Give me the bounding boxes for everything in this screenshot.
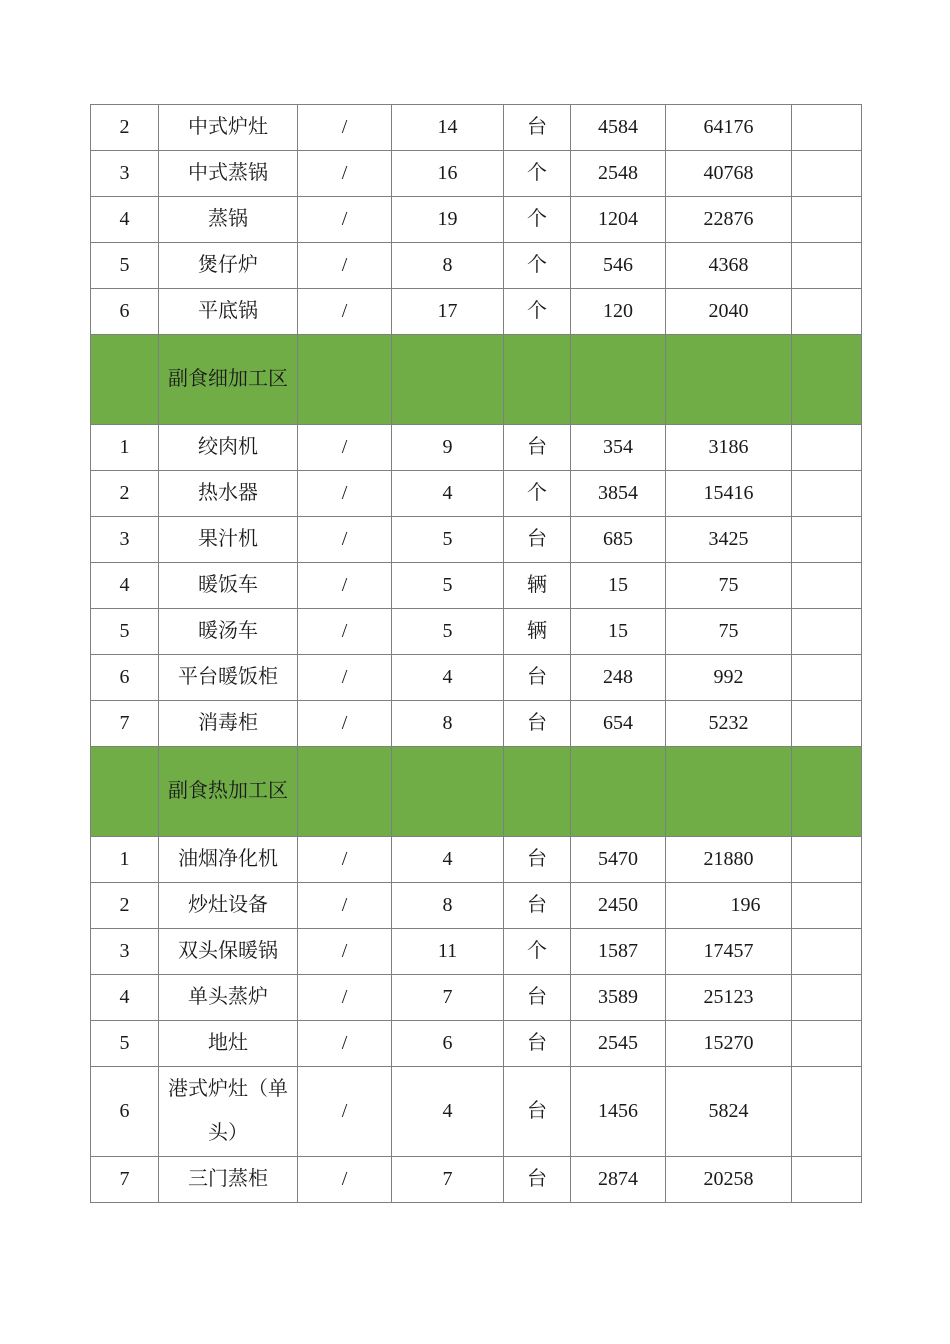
cell-unit: 个 bbox=[504, 197, 571, 243]
cell-item-name: 中式炉灶 bbox=[159, 105, 298, 151]
table-row bbox=[91, 975, 862, 1021]
cell-unit-price: 354 bbox=[571, 425, 666, 471]
section-header-row bbox=[91, 335, 862, 425]
cell-number: 2 bbox=[91, 105, 159, 151]
cell-quantity: 5 bbox=[392, 563, 504, 609]
section-title bbox=[159, 335, 298, 425]
cell-quantity: 8 bbox=[392, 883, 504, 929]
cell-item-name: 地灶 bbox=[159, 1021, 298, 1067]
cell-number: 4 bbox=[91, 975, 159, 1021]
section-title-text: 副食热加工区 bbox=[168, 780, 288, 802]
cell-number: 4 bbox=[91, 197, 159, 243]
cell-unit-price: 3854 bbox=[571, 471, 666, 517]
cell-spec: / bbox=[298, 243, 392, 289]
cell-number: 3 bbox=[91, 517, 159, 563]
section-empty-cell bbox=[571, 747, 666, 837]
cell-spec: / bbox=[298, 1067, 392, 1157]
cell-total: 5824 bbox=[666, 1067, 792, 1157]
cell-unit: 台 bbox=[504, 837, 571, 883]
cell-note bbox=[792, 655, 862, 701]
cell-total: 4368 bbox=[666, 243, 792, 289]
cell-unit: 个 bbox=[504, 151, 571, 197]
cell-note bbox=[792, 243, 862, 289]
table-row bbox=[91, 655, 862, 701]
cell-unit: 台 bbox=[504, 655, 571, 701]
cell-total: 21880 bbox=[666, 837, 792, 883]
table-body bbox=[91, 105, 862, 1203]
cell-item-name bbox=[159, 1067, 298, 1157]
cell-unit: 台 bbox=[504, 105, 571, 151]
section-empty-cell bbox=[298, 747, 392, 837]
cell-note bbox=[792, 197, 862, 243]
table-row bbox=[91, 609, 862, 655]
section-empty-cell bbox=[392, 747, 504, 837]
cell-unit-price: 1204 bbox=[571, 197, 666, 243]
cell-spec: / bbox=[298, 289, 392, 335]
cell-note bbox=[792, 609, 862, 655]
section-empty-cell bbox=[666, 747, 792, 837]
cell-item-name: 炒灶设备 bbox=[159, 883, 298, 929]
cell-unit: 台 bbox=[504, 701, 571, 747]
cell-total: 40768 bbox=[666, 151, 792, 197]
cell-number: 1 bbox=[91, 837, 159, 883]
cell-number: 7 bbox=[91, 1157, 159, 1203]
cell-quantity: 11 bbox=[392, 929, 504, 975]
cell-note bbox=[792, 517, 862, 563]
table-row bbox=[91, 425, 862, 471]
cell-note bbox=[792, 151, 862, 197]
cell-quantity: 19 bbox=[392, 197, 504, 243]
table-row bbox=[91, 1021, 862, 1067]
cell-total: 22876 bbox=[666, 197, 792, 243]
cell-spec: / bbox=[298, 1021, 392, 1067]
cell-quantity: 8 bbox=[392, 243, 504, 289]
cell-total: 2040 bbox=[666, 289, 792, 335]
cell-quantity: 14 bbox=[392, 105, 504, 151]
cell-unit-price: 15 bbox=[571, 563, 666, 609]
cell-item-name: 煲仔炉 bbox=[159, 243, 298, 289]
cell-unit-price: 2450 bbox=[571, 883, 666, 929]
section-empty-cell bbox=[571, 335, 666, 425]
cell-unit: 台 bbox=[504, 1157, 571, 1203]
cell-unit-price: 248 bbox=[571, 655, 666, 701]
cell-spec: / bbox=[298, 975, 392, 1021]
cell-spec: / bbox=[298, 563, 392, 609]
cell-note bbox=[792, 837, 862, 883]
cell-quantity: 5 bbox=[392, 517, 504, 563]
table-row bbox=[91, 243, 862, 289]
cell-unit: 个 bbox=[504, 243, 571, 289]
cell-item-name: 双头保暖锅 bbox=[159, 929, 298, 975]
cell-number: 5 bbox=[91, 609, 159, 655]
cell-quantity: 7 bbox=[392, 1157, 504, 1203]
cell-item-name: 消毒柜 bbox=[159, 701, 298, 747]
cell-quantity: 6 bbox=[392, 1021, 504, 1067]
cell-total: 20258 bbox=[666, 1157, 792, 1203]
cell-quantity: 4 bbox=[392, 655, 504, 701]
cell-unit-price: 1456 bbox=[571, 1067, 666, 1157]
cell-number: 3 bbox=[91, 151, 159, 197]
cell-item-name: 暖饭车 bbox=[159, 563, 298, 609]
cell-unit-price: 5470 bbox=[571, 837, 666, 883]
cell-quantity: 17 bbox=[392, 289, 504, 335]
cell-item-name: 蒸锅 bbox=[159, 197, 298, 243]
cell-unit: 个 bbox=[504, 929, 571, 975]
section-empty-cell bbox=[91, 747, 159, 837]
cell-spec: / bbox=[298, 197, 392, 243]
cell-total: 75 bbox=[666, 609, 792, 655]
cell-number: 6 bbox=[91, 1067, 159, 1157]
cell-unit-price: 2545 bbox=[571, 1021, 666, 1067]
cell-item-name: 油烟净化机 bbox=[159, 837, 298, 883]
cell-unit-price: 2548 bbox=[571, 151, 666, 197]
cell-unit-price: 546 bbox=[571, 243, 666, 289]
table-row bbox=[91, 1067, 862, 1157]
cell-spec: / bbox=[298, 929, 392, 975]
table-row bbox=[91, 289, 862, 335]
cell-item-name: 暖汤车 bbox=[159, 609, 298, 655]
cell-unit-price: 2874 bbox=[571, 1157, 666, 1203]
cell-quantity: 8 bbox=[392, 701, 504, 747]
cell-spec: / bbox=[298, 655, 392, 701]
cell-spec: / bbox=[298, 609, 392, 655]
cell-unit-price: 120 bbox=[571, 289, 666, 335]
cell-unit: 辆 bbox=[504, 609, 571, 655]
cell-total: 15270 bbox=[666, 1021, 792, 1067]
section-title-text: 副食细加工区 bbox=[168, 368, 288, 390]
cell-quantity: 4 bbox=[392, 1067, 504, 1157]
cell-total: 992 bbox=[666, 655, 792, 701]
cell-total: 3425 bbox=[666, 517, 792, 563]
cell-item-name: 热水器 bbox=[159, 471, 298, 517]
cell-note bbox=[792, 929, 862, 975]
cell-unit-price: 15 bbox=[571, 609, 666, 655]
table-row bbox=[91, 883, 862, 929]
cell-number: 2 bbox=[91, 471, 159, 517]
cell-unit: 台 bbox=[504, 425, 571, 471]
cell-number: 7 bbox=[91, 701, 159, 747]
cell-unit: 辆 bbox=[504, 563, 571, 609]
cell-number: 1 bbox=[91, 425, 159, 471]
cell-unit-price: 3589 bbox=[571, 975, 666, 1021]
cell-unit: 台 bbox=[504, 975, 571, 1021]
cell-quantity: 7 bbox=[392, 975, 504, 1021]
cell-quantity: 16 bbox=[392, 151, 504, 197]
cell-quantity: 4 bbox=[392, 837, 504, 883]
cell-number: 3 bbox=[91, 929, 159, 975]
cell-note bbox=[792, 471, 862, 517]
cell-total: 64176 bbox=[666, 105, 792, 151]
section-empty-cell bbox=[792, 747, 862, 837]
cell-item-name: 平台暖饭柜 bbox=[159, 655, 298, 701]
cell-item-name: 三门蒸柜 bbox=[159, 1157, 298, 1203]
cell-total: 75 bbox=[666, 563, 792, 609]
table-row bbox=[91, 701, 862, 747]
cell-unit: 台 bbox=[504, 1067, 571, 1157]
cell-number: 2 bbox=[91, 883, 159, 929]
section-empty-cell bbox=[392, 335, 504, 425]
section-empty-cell bbox=[298, 335, 392, 425]
cell-item-name: 果汁机 bbox=[159, 517, 298, 563]
equipment-table bbox=[90, 104, 862, 1203]
section-header-row bbox=[91, 747, 862, 837]
cell-note bbox=[792, 1067, 862, 1157]
table-row bbox=[91, 517, 862, 563]
cell-item-name: 中式蒸锅 bbox=[159, 151, 298, 197]
section-empty-cell bbox=[91, 335, 159, 425]
cell-spec: / bbox=[298, 883, 392, 929]
cell-unit: 台 bbox=[504, 883, 571, 929]
cell-note bbox=[792, 563, 862, 609]
section-empty-cell bbox=[504, 747, 571, 837]
cell-total: 25123 bbox=[666, 975, 792, 1021]
cell-unit: 个 bbox=[504, 289, 571, 335]
cell-note bbox=[792, 289, 862, 335]
cell-note bbox=[792, 105, 862, 151]
cell-total: 3186 bbox=[666, 425, 792, 471]
cell-spec: / bbox=[298, 1157, 392, 1203]
cell-unit-price: 654 bbox=[571, 701, 666, 747]
cell-unit: 台 bbox=[504, 517, 571, 563]
cell-number: 6 bbox=[91, 289, 159, 335]
table-row bbox=[91, 837, 862, 883]
cell-number: 5 bbox=[91, 1021, 159, 1067]
cell-number: 4 bbox=[91, 563, 159, 609]
cell-spec: / bbox=[298, 105, 392, 151]
cell-spec: / bbox=[298, 701, 392, 747]
cell-spec: / bbox=[298, 517, 392, 563]
cell-note bbox=[792, 701, 862, 747]
cell-unit: 台 bbox=[504, 1021, 571, 1067]
section-title bbox=[159, 747, 298, 837]
cell-total: 15416 bbox=[666, 471, 792, 517]
cell-spec: / bbox=[298, 151, 392, 197]
cell-quantity: 4 bbox=[392, 471, 504, 517]
cell-total: 17457 bbox=[666, 929, 792, 975]
cell-item-name: 绞肉机 bbox=[159, 425, 298, 471]
cell-item-name: 平底锅 bbox=[159, 289, 298, 335]
cell-unit-price: 1587 bbox=[571, 929, 666, 975]
cell-number: 5 bbox=[91, 243, 159, 289]
cell-item-name: 单头蒸炉 bbox=[159, 975, 298, 1021]
cell-number: 6 bbox=[91, 655, 159, 701]
cell-unit-price: 4584 bbox=[571, 105, 666, 151]
cell-note bbox=[792, 1157, 862, 1203]
section-empty-cell bbox=[792, 335, 862, 425]
cell-total: 196 bbox=[666, 883, 792, 929]
cell-quantity: 5 bbox=[392, 609, 504, 655]
cell-unit-price: 685 bbox=[571, 517, 666, 563]
cell-quantity: 9 bbox=[392, 425, 504, 471]
cell-spec: / bbox=[298, 425, 392, 471]
table-row bbox=[91, 929, 862, 975]
table-row bbox=[91, 197, 862, 243]
cell-spec: / bbox=[298, 837, 392, 883]
cell-unit: 个 bbox=[504, 471, 571, 517]
cell-note bbox=[792, 425, 862, 471]
cell-item-name-text: 港式炉灶（单头） bbox=[168, 1078, 288, 1144]
section-empty-cell bbox=[504, 335, 571, 425]
cell-note bbox=[792, 883, 862, 929]
table-row bbox=[91, 471, 862, 517]
cell-spec: / bbox=[298, 471, 392, 517]
table-row bbox=[91, 1157, 862, 1203]
section-empty-cell bbox=[666, 335, 792, 425]
table-row bbox=[91, 563, 862, 609]
table-row bbox=[91, 151, 862, 197]
cell-note bbox=[792, 1021, 862, 1067]
cell-note bbox=[792, 975, 862, 1021]
cell-total: 5232 bbox=[666, 701, 792, 747]
table-row bbox=[91, 105, 862, 151]
